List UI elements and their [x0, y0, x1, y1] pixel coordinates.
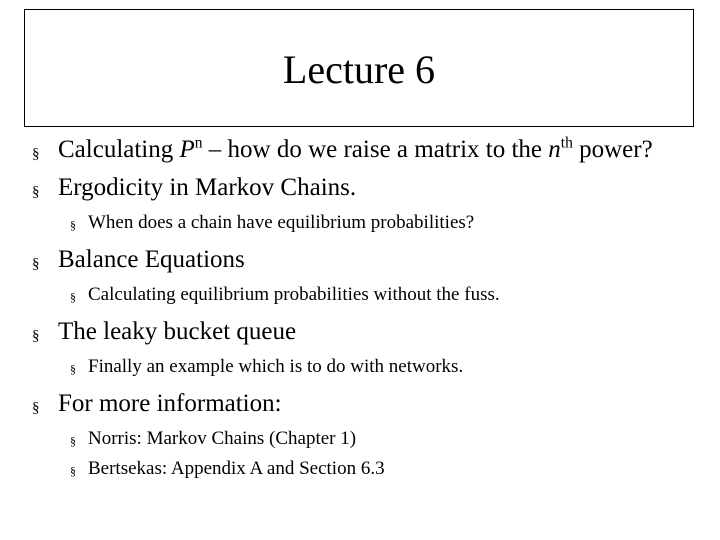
- sub-bullet-text: Calculating equilibrium probabilities without the fuss.: [88, 284, 500, 305]
- bullet-marker-icon: §: [32, 146, 40, 162]
- bullet-text: Ergodicity in Markov Chains.: [58, 174, 357, 201]
- sub-bullet-norris: [30, 428, 690, 450]
- sub-bullet-text: Finally an example which is to do with networks.: [88, 356, 464, 377]
- sub-bullet-equilibrium: [30, 212, 690, 234]
- bullet-more-information: [30, 390, 690, 418]
- variable-n: n: [548, 136, 561, 163]
- matrix-p-exponent: n: [194, 134, 203, 152]
- bullet-balance-equations: [30, 246, 690, 274]
- sub-bullet-without-fuss: [30, 284, 690, 306]
- bullet-text: Calculating: [58, 136, 180, 163]
- bullet-text: The leaky bucket queue: [58, 318, 297, 345]
- sub-bullet-bertsekas: [30, 458, 690, 480]
- sub-bullet-marker-icon: §: [70, 362, 76, 376]
- bullet-calculating-pn: [30, 136, 690, 164]
- bullet-list: [30, 136, 690, 480]
- bullet-text: – how do we raise a matrix to the: [202, 136, 549, 163]
- bullet-ergodicity: [30, 174, 690, 202]
- sub-bullet-text: Bertsekas: Appendix A and Section 6.3: [88, 458, 385, 479]
- sub-bullet-marker-icon: §: [70, 434, 76, 448]
- bullet-marker-icon: §: [32, 400, 40, 416]
- bullet-text: For more information:: [58, 390, 282, 417]
- sub-bullet-marker-icon: §: [70, 464, 76, 478]
- bullet-marker-icon: §: [32, 184, 40, 200]
- sub-bullet-text: Norris: Markov Chains (Chapter 1): [88, 428, 357, 449]
- bullet-text: Balance Equations: [58, 246, 245, 273]
- slide-title: Lecture 6: [282, 47, 436, 92]
- bullet-leaky-bucket: [30, 318, 690, 346]
- sub-bullet-text: When does a chain have equilibrium probabilities?: [88, 212, 475, 233]
- bullet-text: power?: [572, 136, 653, 163]
- sub-bullet-networks-example: [30, 356, 690, 378]
- sub-bullet-marker-icon: §: [70, 290, 76, 304]
- title-box: [24, 9, 694, 127]
- bullet-marker-icon: §: [32, 256, 40, 272]
- bullet-marker-icon: §: [32, 328, 40, 344]
- sub-bullet-marker-icon: §: [70, 218, 76, 232]
- matrix-p: P: [179, 136, 195, 163]
- ordinal-suffix: th: [560, 134, 573, 152]
